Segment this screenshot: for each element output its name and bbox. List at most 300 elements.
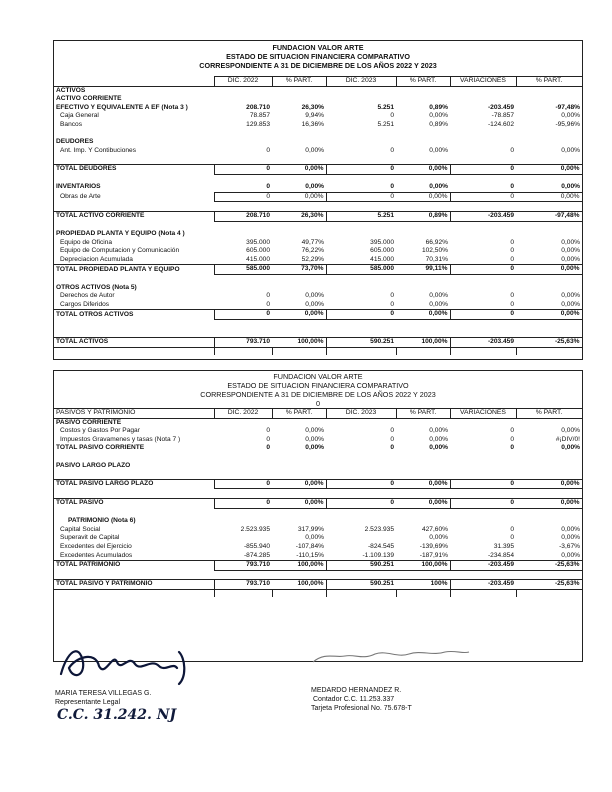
cell-dic-2023 <box>326 230 396 239</box>
cell-part-2: 0,00% <box>396 498 450 508</box>
cell-part-2: 99,11% <box>396 265 450 275</box>
cell-dic-2022: 0 <box>266 427 270 435</box>
cell-part-2 <box>396 418 450 427</box>
cell-part-2: 100,00% <box>396 561 450 571</box>
cell-part-1 <box>272 95 326 104</box>
spacer-cell <box>54 174 214 183</box>
spacer-cell <box>326 155 396 164</box>
header-blank <box>54 77 214 87</box>
cell-part-3: 0,00% <box>561 146 580 154</box>
cell-part-3: 0,00% <box>516 164 582 174</box>
cell-variaciones: 0 <box>510 247 514 255</box>
col-variaciones: VARIACIONES <box>450 77 516 87</box>
cell-variaciones: 0 <box>450 192 516 202</box>
cell-part-2: 427,60% <box>421 525 448 533</box>
cell-part-1 <box>272 462 326 471</box>
cell-part-2: 0,00% <box>396 310 450 320</box>
cell-part-2: 0,00% <box>429 112 448 120</box>
cell-part-3 <box>516 462 582 471</box>
spacer-cell <box>396 221 450 230</box>
cell-part-3: -25,63% <box>516 561 582 571</box>
cell-dic-2023: 0 <box>390 444 394 452</box>
cell-part-2 <box>396 95 450 104</box>
spacer-cell <box>214 570 272 580</box>
col-part-2-2: % PART. <box>396 409 450 419</box>
cell-dic-2023 <box>326 517 396 526</box>
total-row <box>54 498 582 508</box>
closing-cell <box>516 347 582 355</box>
spacer-cell <box>272 130 326 139</box>
cell-variaciones: 0 <box>510 534 514 542</box>
legal-rep-name: MARIA TERESA VILLEGAS G. <box>55 690 152 697</box>
table-row <box>54 517 582 526</box>
cell-part-1: 0,00% <box>272 310 326 320</box>
cell-dic-2023: 590.251 <box>326 580 396 590</box>
spacer-cell <box>450 130 516 139</box>
spacer-cell <box>450 489 516 499</box>
cell-dic-2023: 2.523.935 <box>364 525 394 533</box>
row-label: TOTAL DEUDORES <box>54 164 214 174</box>
spacer-cell <box>396 320 450 329</box>
cell-dic-2023: 5.251 <box>377 103 394 111</box>
cell-part-3: 0,00% <box>561 255 580 263</box>
spacer-cell <box>272 320 326 329</box>
cell-variaciones: 0 <box>450 479 516 489</box>
cell-variaciones <box>450 418 516 427</box>
row-label: EFECTIVO Y EQUIVALENTE A EF (Nota 3 ) <box>56 103 188 111</box>
spacer-row <box>54 320 582 329</box>
cell-dic-2023 <box>326 418 396 427</box>
cell-dic-2022: 793.710 <box>214 338 272 348</box>
cell-part-1: 317,99% <box>297 525 324 533</box>
cell-dic-2022: -855.940 <box>243 542 270 550</box>
cell-part-1: 16,36% <box>301 120 324 128</box>
cell-part-3: 0,00% <box>516 265 582 275</box>
spacer-cell <box>396 570 450 580</box>
cell-variaciones: 0 <box>450 164 516 174</box>
spacer-cell <box>54 508 214 517</box>
cell-part-2: 0,00% <box>429 427 448 435</box>
table-row <box>54 444 582 453</box>
cell-part-3: 0,00% <box>561 238 580 246</box>
cell-part-1: 0,00% <box>305 183 324 191</box>
spacer-cell <box>326 320 396 329</box>
cell-dic-2022 <box>214 517 272 526</box>
cell-part-3 <box>516 95 582 104</box>
col-part-3-2: % PART. <box>516 409 582 419</box>
closing-cell <box>214 589 272 597</box>
spacer-cell <box>326 489 396 499</box>
cell-dic-2022 <box>214 230 272 239</box>
cell-part-2: 0,00% <box>396 192 450 202</box>
table-row <box>54 138 582 147</box>
cell-variaciones: -124.602 <box>487 120 514 128</box>
closing-cell <box>396 347 450 355</box>
cell-variaciones: -234.854 <box>487 551 514 559</box>
cell-dic-2023: 0 <box>390 300 394 308</box>
spacer-cell <box>396 470 450 479</box>
spacer-cell <box>272 570 326 580</box>
cell-part-2: 0,00% <box>429 444 448 452</box>
cell-dic-2022: 0 <box>214 479 272 489</box>
spacer-cell <box>326 329 396 338</box>
row-label: DEUDORES <box>56 138 94 146</box>
spacer-cell <box>272 174 326 183</box>
cell-variaciones: 0 <box>510 292 514 300</box>
cell-dic-2023: 0 <box>326 498 396 508</box>
spacer-cell <box>516 329 582 338</box>
row-label: TOTAL OTROS ACTIVOS <box>54 310 214 320</box>
cell-part-1: 73,70% <box>272 265 326 275</box>
table-row <box>54 86 582 95</box>
spacer-cell <box>214 221 272 230</box>
spacer-cell <box>450 508 516 517</box>
cell-dic-2023: -1.109.139 <box>362 551 394 559</box>
cell-part-2: 0,00% <box>429 300 448 308</box>
cell-variaciones: 0 <box>510 444 514 452</box>
cell-variaciones: -203.459 <box>487 103 514 111</box>
table-row <box>54 95 582 104</box>
cell-part-1: 0,00% <box>272 498 326 508</box>
spacer-cell <box>214 320 272 329</box>
cell-dic-2023: 0 <box>390 112 394 120</box>
spacer-row <box>54 329 582 338</box>
row-label: TOTAL ACTIVO CORRIENTE <box>54 211 214 221</box>
spacer-cell <box>326 221 396 230</box>
cell-part-3: 0,00% <box>561 427 580 435</box>
spacer-row <box>54 174 582 183</box>
row-label: Bancos <box>60 120 82 128</box>
spacer-cell <box>272 470 326 479</box>
closing-cell <box>54 589 214 597</box>
cell-dic-2022 <box>214 284 272 293</box>
spacer-row <box>54 130 582 139</box>
spacer-cell <box>326 174 396 183</box>
assets-table <box>54 76 583 355</box>
cell-part-1: 0,00% <box>272 479 326 489</box>
row-label: Depreciacion Acumulada <box>60 255 133 263</box>
spacer-cell <box>450 174 516 183</box>
spacer-cell <box>326 275 396 284</box>
col-part-1-2: % PART. <box>272 409 326 419</box>
cell-dic-2023: 585.000 <box>326 265 396 275</box>
assets-statement <box>53 40 583 360</box>
spacer-cell <box>214 275 272 284</box>
cell-dic-2023: 590.251 <box>326 338 396 348</box>
table-row <box>54 247 582 256</box>
spacer-cell <box>272 275 326 284</box>
cell-part-3: 0,00% <box>516 479 582 489</box>
table-row <box>54 462 582 471</box>
cell-part-1: 0,00% <box>305 427 324 435</box>
cell-part-1: 0,00% <box>305 292 324 300</box>
cell-part-1: 49,77% <box>301 238 324 246</box>
cell-variaciones: 0 <box>510 435 514 443</box>
closing-row <box>54 347 582 355</box>
closing-row <box>54 589 582 597</box>
signature-accountant <box>305 640 505 730</box>
cell-dic-2023: -824.545 <box>367 542 394 550</box>
spacer-cell <box>54 130 214 139</box>
cell-part-3 <box>516 418 582 427</box>
cell-part-2: 100,00% <box>396 338 450 348</box>
cell-dic-2023: 0 <box>326 479 396 489</box>
row-label: Equipo de Oficina <box>60 238 113 246</box>
cell-part-2: -139,69% <box>419 542 448 550</box>
table-row <box>54 192 582 202</box>
spacer-cell <box>516 174 582 183</box>
cell-dic-2022: 585.000 <box>214 265 272 275</box>
spacer-cell <box>214 329 272 338</box>
cell-dic-2023 <box>326 138 396 147</box>
column-header-row <box>54 77 582 87</box>
row-label: TOTAL PASIVO CORRIENTE <box>56 444 145 452</box>
row-label: Costos y Gastos Por Pagar <box>60 427 140 435</box>
table-row <box>54 292 582 301</box>
closing-cell <box>326 347 396 355</box>
spacer-cell <box>272 453 326 462</box>
cell-variaciones: 0 <box>510 525 514 533</box>
cell-dic-2022: 208.710 <box>246 103 270 111</box>
spacer-cell <box>272 489 326 499</box>
cell-dic-2022: 0 <box>214 164 272 174</box>
cell-dic-2022 <box>214 418 272 427</box>
cell-variaciones: 0 <box>510 238 514 246</box>
spacer-cell <box>54 570 214 580</box>
signature-legal-rep <box>55 632 215 732</box>
cell-part-1: 0,00% <box>305 444 324 452</box>
spacer-row <box>54 470 582 479</box>
total-row <box>54 310 582 320</box>
cell-part-3: 0,00% <box>561 525 580 533</box>
col-part-1: % PART. <box>272 77 326 87</box>
cell-part-3 <box>516 138 582 147</box>
cell-dic-2023 <box>326 95 396 104</box>
spacer-cell <box>326 570 396 580</box>
table-row <box>54 230 582 239</box>
row-label: PATRIMONIO (Nota 6) <box>68 517 136 525</box>
table-row <box>54 121 582 130</box>
cell-part-2: 0,00% <box>396 479 450 489</box>
cell-variaciones <box>450 95 516 104</box>
spacer-cell <box>54 275 214 284</box>
col-dic-2023-2: DIC. 2023 <box>326 409 396 419</box>
cell-dic-2022: 605.000 <box>246 247 270 255</box>
cell-variaciones: 31.395 <box>493 542 514 550</box>
spacer-cell <box>214 508 272 517</box>
spacer-cell <box>214 489 272 499</box>
spacer-cell <box>516 570 582 580</box>
cell-variaciones: 0 <box>510 427 514 435</box>
cell-part-3: #¡DIV/0! <box>555 435 580 443</box>
cell-part-1 <box>272 284 326 293</box>
cell-dic-2022: 78.857 <box>249 112 270 120</box>
table-row <box>54 526 582 535</box>
cell-variaciones <box>450 138 516 147</box>
accountant-card: Tarjeta Profesional No. 75.678-T <box>311 705 412 712</box>
cell-part-3 <box>516 86 582 95</box>
cell-part-3: -97,48% <box>555 103 580 111</box>
col-dic-2022-2: DIC. 2022 <box>214 409 272 419</box>
cell-part-2: 102,50% <box>421 247 448 255</box>
cell-part-2 <box>396 284 450 293</box>
table-row <box>54 534 582 543</box>
cell-dic-2023: 5.251 <box>377 120 394 128</box>
spacer-cell <box>450 453 516 462</box>
row-label: Impuestos Gravamenes y tasas (Nota 7 ) <box>60 435 181 443</box>
cell-part-2 <box>396 462 450 471</box>
cell-variaciones <box>450 230 516 239</box>
cell-dic-2022: -874.285 <box>243 551 270 559</box>
row-label: TOTAL PATRIMONIO <box>54 561 214 571</box>
cell-dic-2022: 415.000 <box>246 255 270 263</box>
col-part-3: % PART. <box>516 77 582 87</box>
cell-dic-2022: 2.523.935 <box>240 525 270 533</box>
signature-scribble-left <box>55 632 205 692</box>
header-zero: 0 <box>316 399 320 408</box>
total-row <box>54 265 582 275</box>
cell-part-2: 0,00% <box>429 183 448 191</box>
cell-part-1: 100,00% <box>272 338 326 348</box>
cell-dic-2023: 5.251 <box>326 211 396 221</box>
spacer-cell <box>54 470 214 479</box>
cell-variaciones: 0 <box>510 183 514 191</box>
statement-period-2: CORRESPONDIENTE A 31 DE DICIEMBRE DE LOS AÑOS 2022 Y 2023 <box>200 390 436 399</box>
spacer-cell <box>450 329 516 338</box>
cell-part-1: 9,94% <box>305 112 324 120</box>
cell-part-1 <box>272 86 326 95</box>
spacer-cell <box>516 470 582 479</box>
spacer-row <box>54 275 582 284</box>
cell-variaciones: 0 <box>510 300 514 308</box>
cell-part-3: -97,48% <box>516 211 582 221</box>
cell-dic-2023: 605.000 <box>370 247 394 255</box>
row-label: ACTIVO CORRIENTE <box>56 95 122 103</box>
total-row <box>54 580 582 590</box>
cell-part-2: 0,00% <box>429 292 448 300</box>
cell-part-2 <box>396 230 450 239</box>
cell-part-1: 0,00% <box>305 534 324 542</box>
cell-part-2: 66,92% <box>425 238 448 246</box>
cell-variaciones <box>450 462 516 471</box>
total-row <box>54 479 582 489</box>
spacer-cell <box>396 174 450 183</box>
spacer-cell <box>450 275 516 284</box>
cell-part-1: 0,00% <box>272 192 326 202</box>
cell-dic-2022: 0 <box>214 498 272 508</box>
cell-variaciones: 0 <box>510 146 514 154</box>
statement-period: CORRESPONDIENTE A 31 DE DICIEMBRE DE LOS AÑOS 2022 Y 2023 <box>199 61 437 70</box>
table-row <box>54 104 582 113</box>
spacer-cell <box>54 202 214 212</box>
row-label: Equipo de Computacion y Comunicación <box>60 247 180 255</box>
cell-dic-2022: 208.710 <box>214 211 272 221</box>
table-row <box>54 147 582 156</box>
row-label: PASIVO LARGO PLAZO <box>56 461 131 469</box>
cell-dic-2023 <box>326 284 396 293</box>
total-row <box>54 211 582 221</box>
row-label: OTROS ACTIVOS (Nota 5) <box>56 283 137 291</box>
row-label: PROPIEDAD PLANTA Y EQUIPO (Nota 4 ) <box>56 230 185 238</box>
table-row <box>54 256 582 265</box>
table-row <box>54 183 582 192</box>
cell-part-1: 26,30% <box>272 211 326 221</box>
cell-dic-2022 <box>214 534 272 543</box>
cell-dic-2022: 0 <box>214 310 272 320</box>
cell-part-3: 0,00% <box>561 292 580 300</box>
cell-dic-2023 <box>326 462 396 471</box>
cell-variaciones: -78.857 <box>491 112 514 120</box>
closing-cell <box>214 347 272 355</box>
cell-part-1: 100,00% <box>272 561 326 571</box>
org-name-2: FUNDACION VALOR ARTE <box>273 372 363 381</box>
org-name: FUNDACION VALOR ARTE <box>272 43 364 52</box>
cell-dic-2023: 0 <box>326 310 396 320</box>
cell-dic-2023: 0 <box>326 164 396 174</box>
signature-scribble-right <box>305 640 475 670</box>
col-variaciones-2: VARIACIONES <box>450 409 516 419</box>
cell-part-2 <box>396 138 450 147</box>
cell-dic-2023: 0 <box>390 435 394 443</box>
cell-dic-2023: 395.000 <box>370 238 394 246</box>
row-label: Excedentes del Ejercicio <box>60 542 132 550</box>
spacer-cell <box>214 174 272 183</box>
cell-dic-2022: 129.853 <box>246 120 270 128</box>
accountant-role: Contador C.C. 11.253.337 <box>313 696 395 703</box>
spacer-cell <box>516 320 582 329</box>
spacer-cell <box>326 470 396 479</box>
closing-cell <box>326 589 396 597</box>
spacer-cell <box>516 155 582 164</box>
cell-variaciones <box>450 517 516 526</box>
cell-dic-2022: 0 <box>266 146 270 154</box>
spacer-cell <box>516 489 582 499</box>
cell-part-2: -187,91% <box>419 551 448 559</box>
cell-variaciones <box>450 86 516 95</box>
row-label: Ant. Imp. Y Contibuciones <box>60 146 136 154</box>
cell-part-3: -25,63% <box>516 338 582 348</box>
spacer-cell <box>272 155 326 164</box>
cell-part-1: 26,30% <box>301 103 324 111</box>
cell-part-3: 0,00% <box>561 300 580 308</box>
cell-dic-2022 <box>214 462 272 471</box>
cell-dic-2023: 0 <box>390 292 394 300</box>
row-label: Cargos Diferidos <box>60 300 110 308</box>
cell-part-1: 0,00% <box>272 164 326 174</box>
cell-part-3: 0,00% <box>561 183 580 191</box>
table-row <box>54 239 582 248</box>
closing-cell <box>272 347 326 355</box>
spacer-cell <box>450 155 516 164</box>
cell-part-3: 0,00% <box>561 247 580 255</box>
table-row <box>54 301 582 310</box>
cell-dic-2022: 793.710 <box>214 580 272 590</box>
spacer-cell <box>54 453 214 462</box>
cell-part-2: 0,00% <box>429 435 448 443</box>
cell-part-1 <box>272 517 326 526</box>
spacer-cell <box>326 130 396 139</box>
spacer-cell <box>54 329 214 338</box>
cell-dic-2022: 0 <box>266 444 270 452</box>
cell-part-1: 0,00% <box>305 300 324 308</box>
spacer-cell <box>450 320 516 329</box>
cell-part-2: 0,89% <box>396 211 450 221</box>
spacer-cell <box>326 508 396 517</box>
spacer-cell <box>396 508 450 517</box>
closing-cell <box>54 347 214 355</box>
cell-part-3 <box>516 230 582 239</box>
cell-dic-2023: 415.000 <box>370 255 394 263</box>
